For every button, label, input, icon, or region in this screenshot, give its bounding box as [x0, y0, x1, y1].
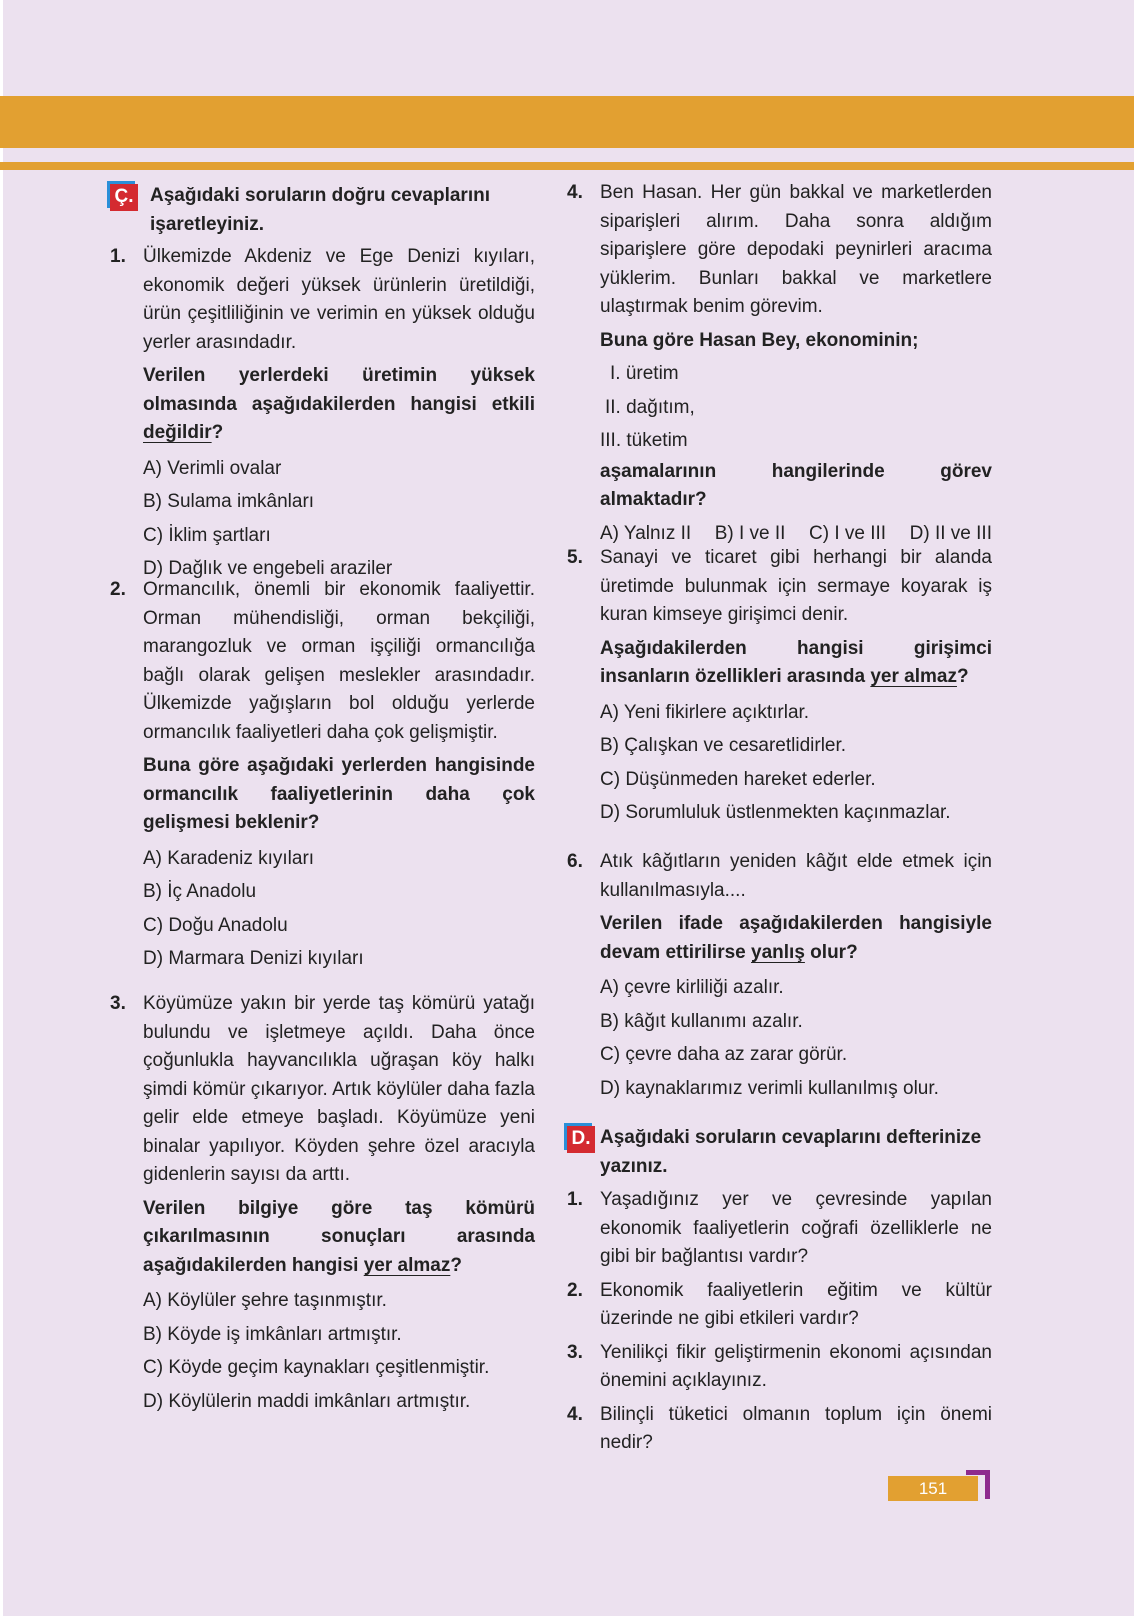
question-text: Atık kâğıtların yeniden kâğıt elde etmek için kullanılmasıyla.... [600, 851, 992, 901]
option[interactable]: B) Köyde iş imkânları artmıştır. [143, 1323, 402, 1345]
option[interactable]: C) Doğu Anadolu [143, 914, 288, 936]
question-number: 2. [110, 579, 126, 600]
open-question: 4. Bilinçli tüketici olmanın toplum için önemi nedir? [567, 1403, 992, 1453]
roman-item: II. dağıtım, [605, 396, 695, 418]
option[interactable]: D) Dağlık ve engebeli araziler [143, 558, 393, 579]
section-c-badge: Ç. [110, 184, 138, 211]
question-2 [110, 576, 535, 976]
option[interactable]: A) Karadeniz kıyıları [143, 847, 315, 869]
question-prompt: Verilen ifade aşağıdakilerden hangisiyle devam ettirilirse yanlış olur? [600, 913, 992, 963]
question-prompt: Buna göre aşağıdaki yerlerden hangisinde ormancılık faaliyetlerinin daha çok gelişmesi beklenir? [143, 755, 535, 833]
question-text: Sanayi ve ticaret gibi herhangi bir alanda üretimde bulunmak için sermaye koyarak iş kuran kimseye girişimci denir. [600, 547, 992, 625]
header-band [0, 96, 1134, 148]
question-prompt: Verilen yerlerdeki üretimin yüksek olmasında aşağıdakilerden hangisi etkili değildir? [143, 365, 535, 443]
option[interactable]: A) Yalnız II [600, 522, 692, 544]
roman-item: I. üretim [610, 363, 679, 384]
option[interactable]: B) İç Anadolu [143, 881, 257, 902]
section-d-title: Aşağıdaki soruların cevaplarını defterinize yazınız. [600, 1127, 982, 1177]
option[interactable]: B) Sulama imkânları [143, 491, 315, 512]
option[interactable]: D) II ve III [909, 522, 992, 544]
question-prompt-2: aşamalarının hangilerinde görev almaktadır? [600, 460, 992, 510]
section-d [567, 1124, 992, 1458]
question-number: 3. [110, 993, 126, 1014]
question-1 [110, 243, 535, 586]
question-5 [567, 544, 992, 830]
option[interactable]: D) Sorumluluk üstlenmekten kaçınmazlar. [600, 802, 951, 823]
option[interactable]: B) kâğıt kullanımı azalır. [600, 1010, 803, 1032]
question-prompt: Verilen bilgiye göre taş kömürü çıkarılmasının sonuçları arasında aşağıdakilerden hangisi yer almaz? [143, 1197, 535, 1276]
question-3 [110, 990, 535, 1418]
question-prompt: Aşağıdakilerden hangisi girişimci insanların özellikleri arasında yer almaz? [600, 637, 992, 687]
section-c-header [110, 182, 535, 239]
question-number: 4. [567, 182, 583, 203]
question-number: 5. [567, 547, 583, 568]
option[interactable]: C) çevre daha az zarar görür. [600, 1044, 848, 1065]
open-question: 3. Yenilikçi fikir geliştirmenin ekonomi açısından önemini açıklayınız. [567, 1341, 992, 1391]
page-number: 151 [888, 1476, 978, 1501]
question-number: 6. [567, 851, 583, 872]
option[interactable]: C) Köyde geçim kaynakları çeşitlenmiştir. [143, 1357, 490, 1378]
question-6 [567, 848, 992, 1105]
open-question: 1. Yaşadığınız yer ve çevresinde yapılan ekonomik faaliyetlerin coğrafi özelliklerle ne gibi bir bağlantısı vardır? [567, 1189, 992, 1267]
question-text: Ormancılık, önemli bir ekonomik faaliyettir. Orman mühendisliği, orman bekçiliği, marangozluk ve orman işçiliği ormancılığa bağlı olarak gelişen meslekler arasındadır. Ülkemizde yağışların bol olduğu yerlerde ormancılık faaliyetleri daha çok gelişmiştir. [143, 579, 535, 743]
option[interactable]: B) Çalışkan ve cesaretlidirler. [600, 735, 847, 756]
option[interactable]: A) çevre kirliliği azalır. [600, 977, 784, 998]
roman-item: III. tüketim [600, 430, 688, 451]
open-question: 2. Ekonomik faaliyetlerin eğitim ve kültür üzerinde ne gibi etkileri vardır? [567, 1279, 992, 1329]
question-number: 1. [110, 246, 126, 267]
option[interactable]: A) Köylüler şehre taşınmıştır. [143, 1290, 387, 1311]
option[interactable]: D) kaynaklarımız verimli kullanılmış olur. [600, 1077, 939, 1099]
section-d-badge: D. [567, 1126, 595, 1153]
question-text: Ülkemizde Akdeniz ve Ege Denizi kıyıları, ekonomik değeri yüksek ürünlerin üretildiği, ürün çeşitliliğinin ve verimin en yüksek olduğu yerler arasındadır. [143, 246, 535, 353]
option[interactable]: D) Köylülerin maddi imkânları artmıştır. [143, 1390, 471, 1412]
question-4 [567, 179, 992, 550]
option[interactable]: C) İklim şartları [143, 524, 271, 546]
header-stripe [0, 162, 1134, 170]
option[interactable]: A) Verimli ovalar [143, 457, 282, 479]
option[interactable]: A) Yeni fikirlere açıktırlar. [600, 701, 810, 723]
question-text: Ben Hasan. Her gün bakkal ve marketlerden siparişleri alırım. Daha sonra aldığım siparişlere göre depodaki peynirleri aracıma yüklerim. Bunları bakkal ve marketlere ulaştırmak benim görevim. [600, 182, 992, 317]
section-c-title: Aşağıdaki soruların doğru cevaplarını işaretleyiniz. [150, 185, 490, 235]
page-corner-mark [966, 1470, 990, 1499]
option[interactable]: C) Düşünmeden hareket ederler. [600, 768, 876, 790]
question-text: Köyümüze yakın bir yerde taş kömürü yatağı bulundu ve işletmeye açıldı. Daha önce çoğunlukla hayvancılıkla uğraşan köy halkı şimdi kömür çıkarıyor. Artık köylüler daha fazla gelir elde etmeye başladı. Köyümüze yeni binalar yapılıyor. Köyden şehre özel aracıyla gidenlerin sayısı da arttı. [143, 993, 535, 1185]
page-edge [0, 0, 3, 1616]
option[interactable]: B) I ve II [714, 522, 786, 544]
question-prompt: Buna göre Hasan Bey, ekonominin; [600, 329, 919, 351]
option[interactable]: D) Marmara Denizi kıyıları [143, 948, 364, 969]
option[interactable]: C) I ve III [809, 522, 887, 544]
